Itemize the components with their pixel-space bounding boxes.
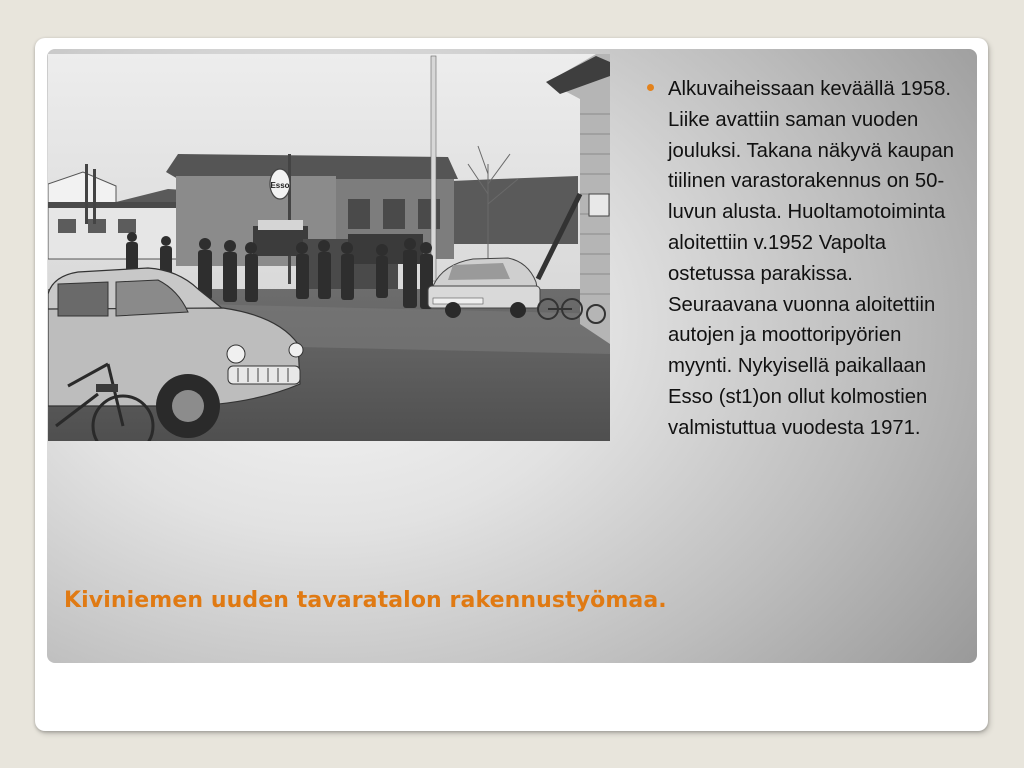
bullet-text: Alkuvaiheissaan keväällä 1958. Liike avattiin saman vuoden jouluksi. Takana näkyvä kaupan tiilinen varastorakennus on 50-luvun alusta. Huoltamotoiminta aloitettiin v.1952 Vapolta ostetussa parakissa. Seuraavana vuonna aloitettiin autojen ja moottoripyörien myynti. Nykyisellä paikallaan Esso (st1)on ollut kolmostien valmistuttua vuodesta 1971. <box>668 78 955 439</box>
historical-photo <box>48 54 610 441</box>
photo-illustration <box>48 54 610 441</box>
bullet-list <box>647 74 967 444</box>
slide-title: Kiviniemen uuden tavaratalon rakennustyömaa. <box>64 588 667 613</box>
bullet-dot-icon <box>647 84 654 91</box>
esso-sign-text: Esso <box>270 181 290 190</box>
bullet-item <box>647 74 967 444</box>
